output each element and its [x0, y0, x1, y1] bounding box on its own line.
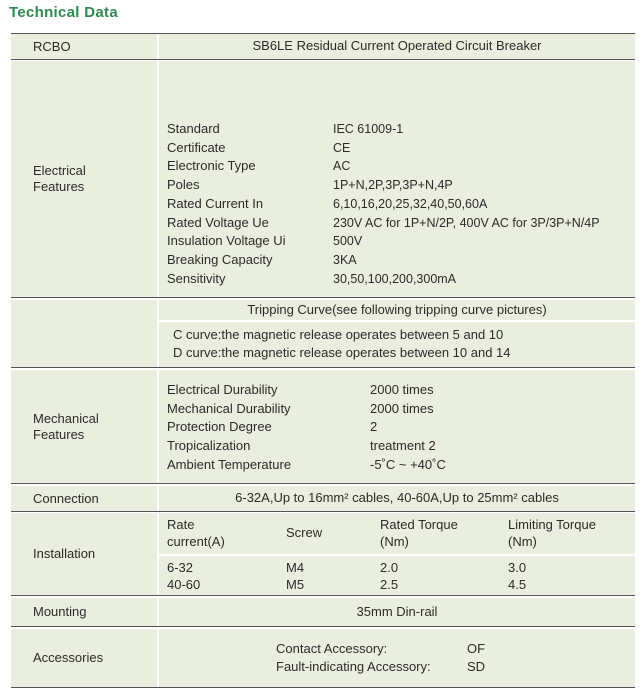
table-row-screw: M4 [286, 560, 305, 575]
connection-value: 6-32A,Up to 16mm² cables, 40-60A,Up to 25mm² cables [235, 490, 559, 505]
connection-row [11, 486, 635, 512]
spec-value: IEC 61009-1 [333, 122, 404, 136]
mechanical-label-line1: Mechanical [33, 410, 99, 426]
electrical-label-line2: Features [33, 179, 85, 194]
rcbo-value: SB6LE Residual Current Operated Circuit Breaker [252, 38, 542, 53]
spec-value: -5˚C ~ +40˚C [370, 456, 446, 472]
spec-value: 2 [370, 419, 378, 435]
mechanical-values [370, 381, 446, 475]
d-curve-text: D curve:the magnetic release operates between 10 and 14 [173, 345, 511, 360]
mechanical-label-line2: Features [33, 426, 85, 442]
header-rate: Rate [167, 517, 195, 532]
rcbo-row [11, 33, 635, 60]
fault-accessory-key: Fault-indicating Accessory: [276, 659, 431, 674]
header-rated-torque-unit: (Nm) [380, 534, 409, 549]
mounting-label: Mounting [33, 604, 87, 619]
table-row-limit: 3.0 [508, 560, 527, 575]
spec-key: Rated Current In [167, 195, 264, 211]
mechanical-features-row [11, 370, 635, 484]
table-row-torque: 2.0 [380, 560, 399, 575]
c-curve-text: C curve:the magnetic release operates between 5 and 10 [173, 327, 504, 342]
fault-accessory-value: SD [467, 659, 486, 674]
spec-value: 2000 times [370, 400, 434, 416]
spec-key: Breaking Capacity [167, 251, 273, 267]
spec-value: treatment 2 [370, 438, 436, 454]
table-row-torque: 2.5 [380, 577, 399, 592]
accessories-row [11, 629, 635, 688]
mechanical-keys [167, 381, 291, 475]
spec-value: CE [333, 140, 351, 155]
spec-value: 6,10,16,20,25,32,40,50,60A [333, 196, 488, 211]
page-title: Technical Data [9, 4, 118, 21]
installation-label: Installation [33, 546, 96, 561]
spec-key: Mechanical Durability [167, 400, 291, 416]
connection-label: Connection [33, 490, 99, 506]
spec-key: Rated Voltage Ue [167, 214, 269, 230]
spec-key: Ambient Temperature [167, 456, 292, 472]
spec-key: Certificate [167, 139, 226, 155]
electrical-features-row [11, 61, 635, 298]
spec-value: 30,50,100,200,300mA [333, 271, 457, 286]
tripping-curve-row [11, 300, 635, 368]
installation-row [11, 513, 635, 596]
electrical-keys [167, 120, 286, 288]
contact-accessory-value: OF [467, 641, 486, 656]
spec-key: Sensitivity [167, 270, 226, 286]
spec-value: 3KA [333, 252, 357, 267]
spec-value: 1P+N,2P,3P,3P+N,4P [333, 178, 453, 193]
mounting-value: 35mm Din-rail [356, 604, 438, 619]
header-screw: Screw [286, 525, 323, 540]
table-row-limit: 4.5 [508, 577, 527, 592]
electrical-values [333, 120, 600, 288]
spec-value: 2000 times [370, 382, 434, 397]
spec-key: Insulation Voltage Ui [167, 233, 286, 249]
spec-value: AC [333, 159, 351, 174]
header-limiting-torque: Limiting Torque [508, 517, 596, 532]
rcbo-label: RCBO [33, 38, 71, 54]
spec-value: 500V [333, 234, 363, 249]
spec-key: Poles [167, 177, 200, 193]
header-rate-unit: current(A) [167, 534, 225, 549]
spec-key: Standard [167, 121, 220, 136]
table-row-screw: M5 [286, 577, 305, 592]
mounting-row [11, 598, 635, 627]
table-row-rate: 6-32 [167, 560, 194, 575]
header-limiting-torque-unit: (Nm) [508, 534, 537, 549]
spec-key: Electronic Type [167, 158, 256, 174]
spec-value: 230V AC for 1P+N/2P, 400V AC for 3P/3P+N/4P [333, 215, 600, 230]
spec-key: Tropicalization [167, 438, 251, 454]
spec-key: Protection Degree [167, 419, 272, 435]
contact-accessory-key: Contact Accessory: [276, 641, 388, 656]
tripping-heading: Tripping Curve(see following tripping curve pictures) [247, 302, 547, 317]
header-rated-torque: Rated Torque [380, 517, 458, 532]
electrical-label-line1: Electrical [33, 163, 86, 178]
accessories-label: Accessories [33, 650, 104, 665]
table-row-rate: 40-60 [167, 577, 201, 592]
spec-key: Electrical Durability [167, 382, 278, 397]
